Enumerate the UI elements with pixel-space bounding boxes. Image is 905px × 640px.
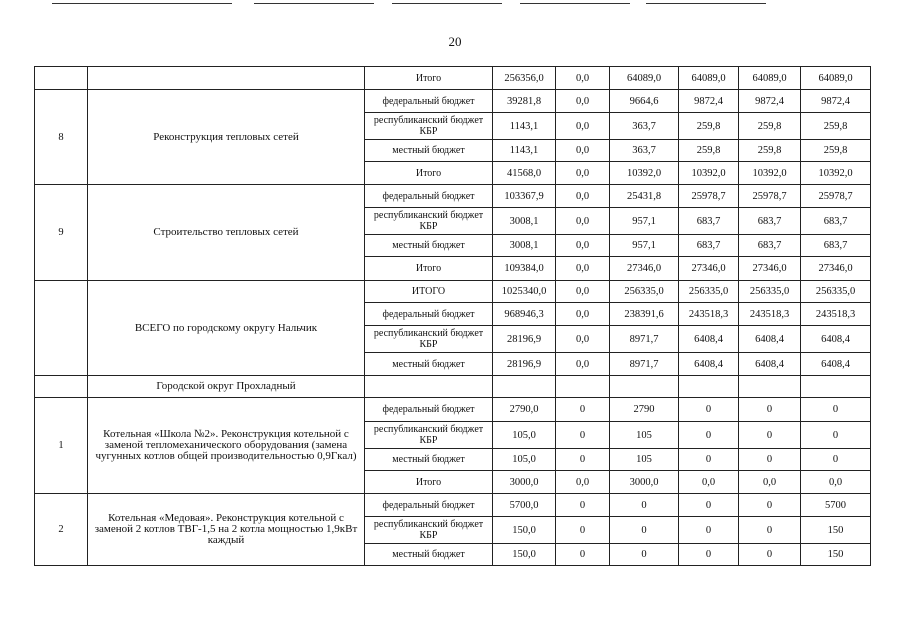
amount-cell: 9664,6: [610, 90, 679, 113]
amount-cell: 957,1: [610, 208, 679, 235]
amount-cell: 6408,4: [679, 353, 739, 376]
amount-cell: 0,0: [556, 303, 610, 326]
amount-cell: 259,8: [679, 140, 739, 162]
table-row: [35, 494, 871, 517]
amount-cell: 0,0: [556, 113, 610, 140]
amount-cell: 0: [679, 449, 739, 471]
amount-cell: 683,7: [739, 235, 801, 257]
amount-cell: 0: [739, 494, 801, 517]
amount-cell: 27346,0: [739, 257, 801, 281]
amount-cell: 103367,9: [493, 185, 556, 208]
funding-source: республиканский бюджет КБР: [365, 113, 493, 140]
amount-cell: 6408,4: [801, 353, 871, 376]
amount-cell: 0,0: [556, 257, 610, 281]
amount-cell: 105,0: [493, 449, 556, 471]
header-rule: [520, 3, 630, 4]
amount-cell: 28196,9: [493, 326, 556, 353]
amount-cell: [493, 376, 556, 398]
funding-source: республиканский бюджет КБР: [365, 208, 493, 235]
item-description: Реконструкция тепловых сетей: [88, 90, 365, 185]
header-rule: [254, 3, 374, 4]
funding-source: ИТОГО: [365, 281, 493, 303]
amount-cell: 243518,3: [801, 303, 871, 326]
amount-cell: 64089,0: [739, 67, 801, 90]
funding-source: федеральный бюджет: [365, 494, 493, 517]
amount-cell: [556, 376, 610, 398]
amount-cell: 109384,0: [493, 257, 556, 281]
funding-source: федеральный бюджет: [365, 303, 493, 326]
item-number: 1: [35, 398, 88, 494]
amount-cell: 0: [739, 544, 801, 566]
funding-source: республиканский бюджет КБР: [365, 422, 493, 449]
amount-cell: 6408,4: [801, 326, 871, 353]
item-number: [35, 281, 88, 376]
funding-source: федеральный бюджет: [365, 398, 493, 422]
amount-cell: 28196,9: [493, 353, 556, 376]
amount-cell: 683,7: [679, 208, 739, 235]
item-description: ВСЕГО по городскому округу Нальчик: [88, 281, 365, 376]
table-row: [35, 376, 871, 398]
amount-cell: [679, 376, 739, 398]
amount-cell: 1143,1: [493, 140, 556, 162]
amount-cell: 1143,1: [493, 113, 556, 140]
amount-cell: 259,8: [739, 140, 801, 162]
amount-cell: 10392,0: [679, 162, 739, 185]
amount-cell: 968946,3: [493, 303, 556, 326]
amount-cell: 6408,4: [739, 353, 801, 376]
amount-cell: 0,0: [556, 326, 610, 353]
amount-cell: 0: [739, 517, 801, 544]
amount-cell: 0: [801, 449, 871, 471]
amount-cell: 0: [556, 422, 610, 449]
amount-cell: 27346,0: [679, 257, 739, 281]
amount-cell: 0: [679, 398, 739, 422]
amount-cell: 0: [801, 422, 871, 449]
funding-source: республиканский бюджет КБР: [365, 326, 493, 353]
budget-table: [34, 66, 871, 566]
item-number: 2: [35, 494, 88, 566]
item-description: Строительство тепловых сетей: [88, 185, 365, 281]
funding-source: местный бюджет: [365, 449, 493, 471]
amount-cell: 0,0: [556, 67, 610, 90]
amount-cell: 64089,0: [801, 67, 871, 90]
amount-cell: 238391,6: [610, 303, 679, 326]
funding-source: местный бюджет: [365, 235, 493, 257]
amount-cell: 0,0: [556, 471, 610, 494]
amount-cell: 3000,0: [610, 471, 679, 494]
amount-cell: 3008,1: [493, 208, 556, 235]
item-number: 8: [35, 90, 88, 185]
amount-cell: 0: [739, 422, 801, 449]
page-number: 20: [448, 34, 462, 49]
header-rule: [646, 3, 766, 4]
amount-cell: 683,7: [679, 235, 739, 257]
amount-cell: 0: [679, 494, 739, 517]
amount-cell: 0: [556, 449, 610, 471]
amount-cell: 25978,7: [679, 185, 739, 208]
amount-cell: 3000,0: [493, 471, 556, 494]
amount-cell: 256335,0: [801, 281, 871, 303]
amount-cell: 0: [556, 517, 610, 544]
amount-cell: 150: [801, 517, 871, 544]
table-row: [35, 90, 871, 113]
amount-cell: 8971,7: [610, 353, 679, 376]
table-row: [35, 67, 871, 90]
amount-cell: 5700: [801, 494, 871, 517]
amount-cell: 64089,0: [679, 67, 739, 90]
amount-cell: 363,7: [610, 140, 679, 162]
table-row: [35, 398, 871, 422]
amount-cell: 64089,0: [610, 67, 679, 90]
amount-cell: 0: [610, 517, 679, 544]
amount-cell: 0: [739, 449, 801, 471]
amount-cell: 39281,8: [493, 90, 556, 113]
amount-cell: 9872,4: [679, 90, 739, 113]
amount-cell: 25978,7: [801, 185, 871, 208]
funding-source: Итого: [365, 471, 493, 494]
amount-cell: 259,8: [801, 140, 871, 162]
funding-source: местный бюджет: [365, 140, 493, 162]
item-number: 9: [35, 185, 88, 281]
table-row: [35, 281, 871, 303]
amount-cell: 683,7: [801, 235, 871, 257]
amount-cell: 0,0: [801, 471, 871, 494]
amount-cell: 0: [556, 544, 610, 566]
amount-cell: 1025340,0: [493, 281, 556, 303]
amount-cell: 259,8: [801, 113, 871, 140]
amount-cell: 0,0: [556, 353, 610, 376]
amount-cell: 0,0: [556, 140, 610, 162]
amount-cell: 8971,7: [610, 326, 679, 353]
amount-cell: 256335,0: [679, 281, 739, 303]
amount-cell: 10392,0: [610, 162, 679, 185]
funding-source: республиканский бюджет КБР: [365, 517, 493, 544]
amount-cell: 243518,3: [679, 303, 739, 326]
header-rule: [52, 3, 232, 4]
amount-cell: 150,0: [493, 517, 556, 544]
amount-cell: 683,7: [739, 208, 801, 235]
amount-cell: 6408,4: [679, 326, 739, 353]
amount-cell: 363,7: [610, 113, 679, 140]
amount-cell: 0,0: [556, 235, 610, 257]
funding-source: местный бюджет: [365, 353, 493, 376]
amount-cell: 259,8: [739, 113, 801, 140]
amount-cell: 3008,1: [493, 235, 556, 257]
item-description: [88, 67, 365, 90]
table-row: [35, 185, 871, 208]
amount-cell: 10392,0: [739, 162, 801, 185]
item-number: [35, 67, 88, 90]
amount-cell: 0: [679, 517, 739, 544]
amount-cell: 150,0: [493, 544, 556, 566]
funding-source: федеральный бюджет: [365, 185, 493, 208]
amount-cell: [801, 376, 871, 398]
amount-cell: 150: [801, 544, 871, 566]
amount-cell: 0,0: [556, 208, 610, 235]
item-description: Котельная «Школа №2». Реконструкция котельной с заменой тепломеханического оборудования (замена чугунных котлов общей производительностью 0,9Гкал): [88, 398, 365, 494]
header-rule: [392, 3, 502, 4]
amount-cell: 259,8: [679, 113, 739, 140]
amount-cell: 41568,0: [493, 162, 556, 185]
amount-cell: 0,0: [556, 281, 610, 303]
amount-cell: 105: [610, 449, 679, 471]
funding-source: [365, 376, 493, 398]
funding-source: федеральный бюджет: [365, 90, 493, 113]
amount-cell: 0,0: [556, 185, 610, 208]
funding-source: местный бюджет: [365, 544, 493, 566]
amount-cell: 683,7: [801, 208, 871, 235]
amount-cell: 10392,0: [801, 162, 871, 185]
amount-cell: 27346,0: [801, 257, 871, 281]
amount-cell: 0: [679, 422, 739, 449]
amount-cell: 5700,0: [493, 494, 556, 517]
amount-cell: 957,1: [610, 235, 679, 257]
funding-source: Итого: [365, 257, 493, 281]
amount-cell: 0,0: [556, 162, 610, 185]
amount-cell: 256335,0: [739, 281, 801, 303]
amount-cell: 9872,4: [801, 90, 871, 113]
amount-cell: 0: [556, 398, 610, 422]
amount-cell: 105,0: [493, 422, 556, 449]
amount-cell: 0,0: [556, 90, 610, 113]
amount-cell: 6408,4: [739, 326, 801, 353]
amount-cell: 9872,4: [739, 90, 801, 113]
amount-cell: 25978,7: [739, 185, 801, 208]
amount-cell: [739, 376, 801, 398]
amount-cell: 0: [801, 398, 871, 422]
amount-cell: 105: [610, 422, 679, 449]
amount-cell: 243518,3: [739, 303, 801, 326]
amount-cell: 27346,0: [610, 257, 679, 281]
amount-cell: 0: [610, 494, 679, 517]
item-description: Котельная «Медовая». Реконструкция котельной с заменой 2 котлов ТВГ-1,5 на 2 котла мощностью 1,9кВт каждый: [88, 494, 365, 566]
amount-cell: 0: [556, 494, 610, 517]
amount-cell: 0: [679, 544, 739, 566]
item-description: Городской округ Прохладный: [88, 376, 365, 398]
amount-cell: 256335,0: [610, 281, 679, 303]
amount-cell: [610, 376, 679, 398]
amount-cell: 2790,0: [493, 398, 556, 422]
funding-source: Итого: [365, 162, 493, 185]
amount-cell: 0: [739, 398, 801, 422]
amount-cell: 256356,0: [493, 67, 556, 90]
amount-cell: 0,0: [739, 471, 801, 494]
amount-cell: 25431,8: [610, 185, 679, 208]
item-number: [35, 376, 88, 398]
amount-cell: 2790: [610, 398, 679, 422]
amount-cell: 0,0: [679, 471, 739, 494]
amount-cell: 0: [610, 544, 679, 566]
funding-source: Итого: [365, 67, 493, 90]
